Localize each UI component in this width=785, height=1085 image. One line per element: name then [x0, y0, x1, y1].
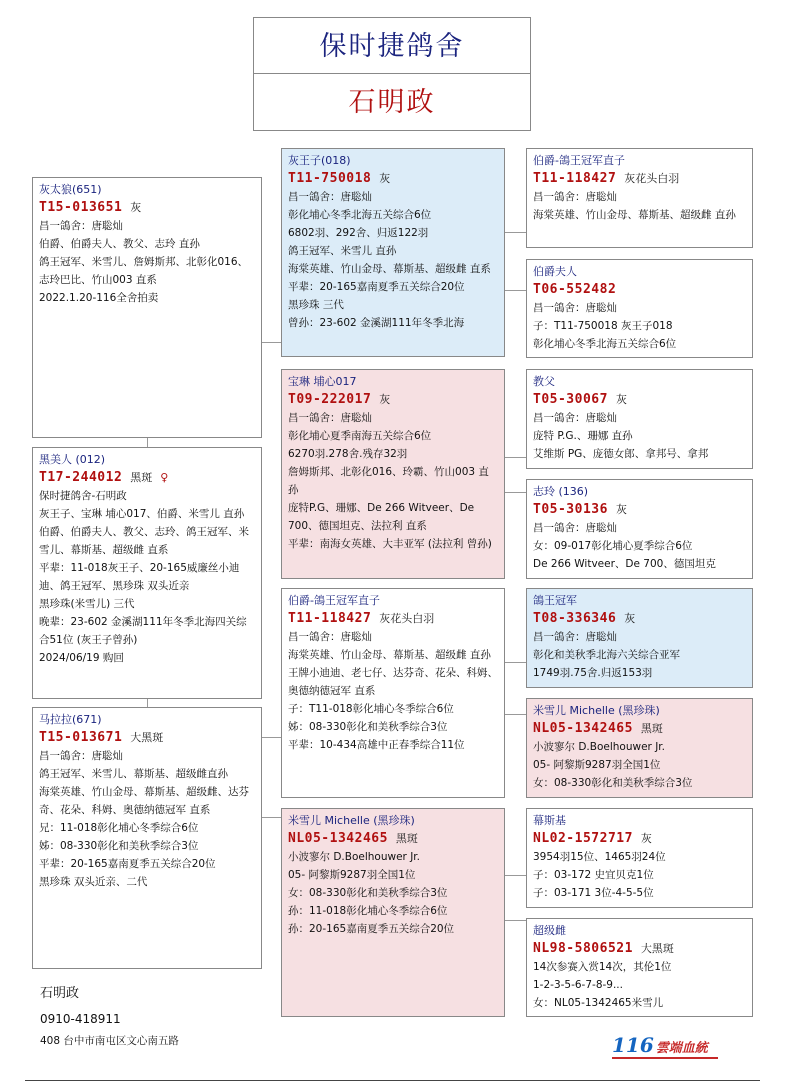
bird-name: 教父	[533, 375, 555, 388]
pedigree-line: 子：T11-750018 灰王子018	[533, 320, 673, 332]
pedigree-line: 艾维斯 PG、庞德女郎、拿邦号、拿邦	[533, 448, 709, 460]
bird-name: 马拉拉(671)	[39, 713, 102, 726]
pedigree-line: 子：03-172 史宜贝克1位	[533, 869, 654, 881]
pedigree-line: 05- 阿黎斯9287羽全国1位	[533, 759, 661, 771]
dss-card[interactable]	[526, 588, 753, 688]
pedigree-line: 海棠英雄、竹山金母、幕斯基、超级雌、达芬奇、花朵、科姆、奥德纳德冠军 直系	[39, 786, 249, 816]
bird-name: 超级雌	[533, 924, 566, 937]
dsd-card[interactable]	[526, 698, 753, 798]
ring-number: NL05-1342465	[533, 721, 633, 736]
bird-name: 伯爵-鴿王冠军直子	[533, 154, 625, 167]
pedigree-line: 兄：11-018彰化埔心冬季综合6位	[39, 822, 199, 834]
pedigree-line: 彰化埔心冬季北海五关综合6位	[288, 209, 432, 221]
pedigree-line: 昌一鴿舍：唐聡灿	[533, 631, 617, 643]
bird-name: 鴿王冠军	[533, 594, 577, 607]
pedigree-line: 鸽王冠军、米雪儿 直孙	[288, 245, 397, 257]
bird-color: 大黑斑	[130, 731, 164, 744]
pedigree-line: 姊：08-330彰化和美秋季综合3位	[288, 721, 448, 733]
dam-sire-card[interactable]	[281, 588, 505, 798]
ring-number: T17-244012	[39, 470, 123, 485]
pedigree-line: 昌一鴿舍：唐聡灿	[288, 631, 372, 643]
pedigree-line: 黑珍珠(米雪儿) 三代	[39, 598, 135, 610]
bird-color: 灰	[615, 503, 627, 516]
pedigree-line: 女：09-017彰化埔心夏季综合6位	[533, 540, 693, 552]
owner-phone: 0910-418911	[40, 1012, 121, 1026]
pedigree-line: 鸽王冠军、米雪儿、幕斯基、超级雌直孙	[39, 768, 228, 780]
pedigree-line: 小波寥尔 D.Boelhouwer Jr.	[288, 851, 420, 863]
pedigree-line: 女：08-330彰化和美秋季综合3位	[533, 777, 693, 789]
pedigree-line: 平辈：11-018灰王子、20-165威廉丝小迪迪、鸽王冠军、黑珍珠 双头近亲	[39, 562, 240, 592]
bird-color: 大黑斑	[640, 942, 674, 955]
bird-color: 灰	[379, 393, 391, 406]
pedigree-line: 孙：20-165嘉南夏季五关综合20位	[288, 923, 455, 935]
pedigree-line: 黑珍珠 双头近亲、二代	[39, 876, 148, 888]
pedigree-line: De 266 Witveer、De 700、德国坦克	[533, 558, 716, 570]
pedigree-line: 子：03-171 3位-4-5-5位	[533, 887, 654, 899]
pedigree-line: 姊：08-330彰化和美秋季综合3位	[39, 840, 199, 852]
bird-color: 灰	[640, 832, 652, 845]
half-sibling-card[interactable]	[32, 707, 262, 969]
connector-line	[261, 342, 281, 343]
connector-line	[504, 457, 526, 458]
female-icon: ♀	[160, 471, 169, 484]
dam-card[interactable]	[32, 447, 262, 699]
pedigree-line: 昌一鴿舍：唐聡灿	[533, 412, 617, 424]
pedigree-line: 1-2-3-5-6-7-8-9...	[533, 979, 623, 991]
ring-number: T11-118427	[288, 611, 372, 626]
connector-line	[147, 437, 148, 447]
ring-number: T08-336346	[533, 611, 617, 626]
ring-number: T15-013671	[39, 730, 123, 745]
connector-line	[261, 737, 281, 738]
bird-color: 灰花头白羽	[624, 172, 680, 185]
connector-line	[504, 662, 526, 663]
pedigree-line: 平辈：20-165嘉南夏季五关综合20位	[39, 858, 216, 870]
bird-color: 灰	[130, 201, 142, 214]
bird-color: 灰花头白羽	[379, 612, 435, 625]
ring-number: T15-013651	[39, 200, 123, 215]
pedigree-line: 海棠英雄、竹山金母、幕斯基、超级雌 直孙	[288, 649, 491, 661]
pedigree-line: 庞特P.G、珊娜、De 266 Witveer、De 700、德国坦克、法拉利 直系	[288, 502, 475, 532]
pedigree-line: 女：08-330彰化和美秋季综合3位	[288, 887, 448, 899]
ring-number: T05-30067	[533, 392, 608, 407]
sire-card[interactable]	[32, 177, 262, 438]
bird-color: 黑斑	[130, 471, 153, 484]
pedigree-line: 海棠英雄、竹山金母、幕斯基、超级雌 直孙	[533, 209, 736, 221]
pedigree-line: 6270羽.278舍.残存32羽	[288, 448, 408, 460]
sdd-card[interactable]	[526, 479, 753, 579]
bird-color: 灰	[624, 612, 636, 625]
connector-line	[504, 232, 526, 233]
pedigree-line: 彰化和美秋季北海六关综合亚军	[533, 649, 680, 661]
connector-line	[261, 817, 281, 818]
bird-name: 米雪儿 Michelle (黑珍珠)	[288, 814, 415, 827]
pedigree-line: 子：T11-018彰化埔心冬季综合6位	[288, 703, 454, 715]
bird-name: 黑美人 (012)	[39, 453, 106, 466]
connector-line	[504, 920, 526, 921]
ring-number: NL98-5806521	[533, 941, 633, 956]
bird-name: 宝琳 埔心017	[288, 375, 357, 388]
ring-number: T06-552482	[533, 282, 617, 297]
owner-title: 石明政	[253, 73, 531, 131]
bird-name: 米雪儿 Michelle (黑珍珠)	[533, 704, 660, 717]
pedigree-line: 14次参赛入赏14次，其伦1位	[533, 961, 672, 973]
pedigree-line: 孙：11-018彰化埔心冬季综合6位	[288, 905, 448, 917]
ring-number: T05-30136	[533, 502, 608, 517]
pedigree-line: 海棠英雄、竹山金母、幕斯基、超级雌 直系	[288, 263, 491, 275]
pedigree-line: 6802羽、292舍、归返122羽	[288, 227, 429, 239]
pedigree-line: 平辈：20-165嘉南夏季五关综合20位	[288, 281, 465, 293]
pedigree-line: 昌一鴿舍：唐聡灿	[288, 412, 372, 424]
ring-number: T11-750018	[288, 171, 372, 186]
connector-line	[147, 698, 148, 707]
pedigree-line: 詹姆斯邦、北彰化016、玲霸、竹山003 直孙	[288, 466, 489, 496]
pedigree-line: 平辈：10-434高雄中正春季综合11位	[288, 739, 465, 751]
pedigree-line: 平辈：南海女英雄、大丰亚军 (法拉利 曾孙)	[288, 538, 492, 550]
connector-line	[504, 290, 526, 291]
pedigree-line: 王牌小迪迪、老七仔、达芬奇、花朵、科姆、奥德纳德冠军 直系	[288, 667, 498, 697]
bird-name: 志玲 (136)	[533, 485, 589, 498]
bird-name: 幕斯基	[533, 814, 566, 827]
bird-name: 灰王子(018)	[288, 154, 351, 167]
connector-line	[504, 875, 526, 876]
logo-underline	[612, 1057, 718, 1059]
brand-logo	[612, 1033, 708, 1057]
ring-number: NL02-1572717	[533, 831, 633, 846]
pedigree-line: 1749羽.75舍.归返153羽	[533, 667, 653, 679]
ring-number: NL05-1342465	[288, 831, 388, 846]
pedigree-line: 庞特 P.G.、珊娜 直孙	[533, 430, 633, 442]
logo-text: 雲端血統	[655, 1041, 708, 1056]
dds-card[interactable]	[526, 808, 753, 908]
ddd-card[interactable]	[526, 918, 753, 1017]
pedigree-line: 3954羽15位、1465羽24位	[533, 851, 666, 863]
pedigree-line: 昌一鴿舍：唐聡灿	[39, 220, 123, 232]
pedigree-line: 2022.1.20-116全舍拍卖	[39, 292, 159, 304]
logo-number: 116	[612, 1033, 654, 1057]
dam-dam-card[interactable]	[281, 808, 505, 1017]
bird-color: 灰	[615, 393, 627, 406]
pedigree-line: 昌一鴿舍：唐聡灿	[533, 522, 617, 534]
pedigree-line: 曾孙：23-602 金溪湖111年冬季北海	[288, 317, 465, 329]
pedigree-line: 昌一鴿舍：唐聡灿	[288, 191, 372, 203]
bird-color: 黑斑	[640, 722, 663, 735]
bird-name: 伯爵夫人	[533, 265, 577, 278]
bird-name: 伯爵-鴿王冠军直子	[288, 594, 380, 607]
pedigree-line: 05- 阿黎斯9287羽全国1位	[288, 869, 416, 881]
loft-title: 保时捷鸽舍	[253, 17, 531, 74]
connector-line	[504, 714, 526, 715]
pedigree-line: 昌一鴿舍：唐聡灿	[533, 302, 617, 314]
sds-card[interactable]	[526, 369, 753, 469]
pedigree-line: 晚辈：23-602 金溪湖111年冬季北海四关综合51位 (灰王子曾孙)	[39, 616, 247, 646]
divider	[25, 1080, 760, 1081]
pedigree-line: 2024/06/19 购回	[39, 652, 124, 664]
owner-address: 408 台中市南屯区文心南五路	[40, 1035, 179, 1047]
sire-dam-card[interactable]	[281, 369, 505, 579]
pedigree-line: 彰化埔心冬季北海五关综合6位	[533, 338, 677, 350]
pedigree-line: 昌一鴿舍：唐聡灿	[39, 750, 123, 762]
ring-number: T11-118427	[533, 171, 617, 186]
pedigree-line: 伯爵、伯爵夫人、教父、志玲、鸽王冠军、米雪儿、幕斯基、超级雌 直系	[39, 526, 249, 556]
pedigree-line: 保时捷鸽舍-石明政	[39, 490, 127, 502]
pedigree-line: 灰王子、宝琳 埔心017、伯爵、米雪儿 直孙	[39, 508, 245, 520]
pedigree-line: 黑珍珠 三代	[288, 299, 344, 311]
pedigree-line: 小波寥尔 D.Boelhouwer Jr.	[533, 741, 665, 753]
sire-sire-card[interactable]	[281, 148, 505, 357]
ring-number: T09-222017	[288, 392, 372, 407]
ssd-card[interactable]	[526, 259, 753, 358]
pedigree-line: 女：NL05-1342465米雪儿	[533, 997, 664, 1009]
bird-color: 灰	[379, 172, 391, 185]
bird-color: 黑斑	[395, 832, 418, 845]
connector-line	[504, 492, 526, 493]
owner-name: 石明政	[40, 986, 80, 1001]
pedigree-line: 伯爵、伯爵夫人、教父、志玲 直孙	[39, 238, 200, 250]
pedigree-line: 彰化埔心夏季南海五关综合6位	[288, 430, 432, 442]
pedigree-line: 昌一鴿舍：唐聡灿	[533, 191, 617, 203]
sss-card[interactable]	[526, 148, 753, 248]
bird-name: 灰太狼(651)	[39, 183, 102, 196]
pedigree-line: 鸽王冠军、米雪儿、詹姆斯邦、北彰化016、志玲巴比、竹山003 直系	[39, 256, 249, 286]
